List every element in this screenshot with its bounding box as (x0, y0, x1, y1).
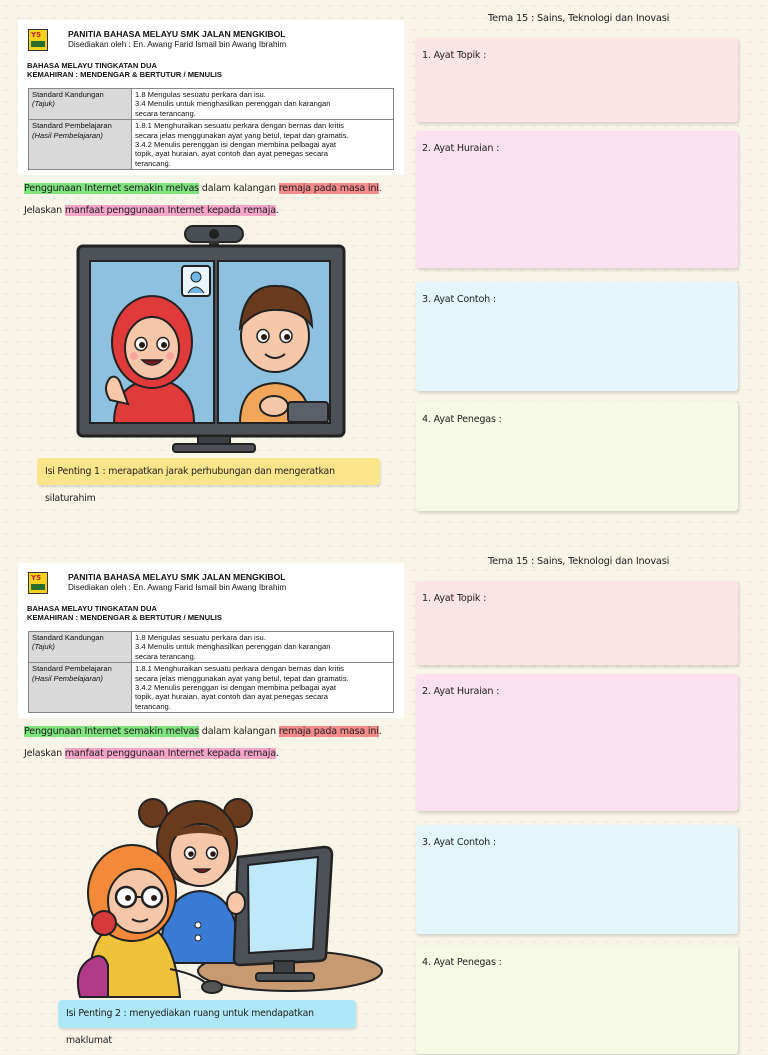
note-ayat-topik[interactable] (416, 581, 738, 665)
note-label: 4. Ayat Penegas : (422, 957, 502, 968)
standard-pembelajaran-value: 1.8.1 Menghuraikan sesuatu perkara dengan bernas dan kritis secara jelas menggunakan ayat yang betul, tepat dan gramatis. 3.4.2 Menulis perenggan isi dengan membina pelbagai ayat topik, ayat huraian, ayat contoh dan ayat penegas secara terancang. (132, 120, 394, 170)
question-task: Jelaskan manfaat penggunaan Internet kepada remaja. (24, 205, 279, 216)
worksheet-2 (0, 543, 768, 1055)
skill-title: KEMAHIRAN : MENDENGAR & BERTUTUR / MENULIS (27, 613, 222, 622)
standard-kandungan-label: Standard Kandungan (Tajuk) (29, 89, 132, 120)
theme-title: Tema 15 : Sains, Teknologi dan Inovasi (488, 13, 670, 24)
panitia-title: PANITIA BAHASA MELAYU SMK JALAN MENGKIBOL (68, 29, 286, 39)
prepared-by: Disediakan oleh : En. Awang Farid Ismail bin Awang Ibrahim (68, 40, 287, 49)
standard-pembelajaran-label: Standard Pembelajaran (Hasil Pembelajaran) (29, 663, 132, 713)
note-ayat-contoh[interactable] (416, 825, 738, 934)
theme-title: Tema 15 : Sains, Teknologi dan Inovasi (488, 556, 670, 567)
question-statement: Penggunaan Internet semakin melvas dalam kalangan remaja pada masa ini. (24, 183, 382, 194)
user-avatar-icon (182, 266, 210, 296)
note-ayat-topik[interactable] (416, 38, 738, 122)
isi-penting-sticky: Isi Penting 2 : menyediakan ruang untuk mendapatkan maklumat (58, 1000, 356, 1028)
table-row (29, 663, 394, 713)
prepared-by: Disediakan oleh : En. Awang Farid Ismail bin Awang Ibrahim (68, 583, 287, 592)
video-call-illustration (70, 224, 360, 456)
note-label: 3. Ayat Contoh : (422, 294, 496, 305)
note-label: 2. Ayat Huraian : (422, 686, 500, 697)
note-ayat-huraian[interactable] (416, 674, 738, 811)
question-task: Jelaskan manfaat penggunaan Internet kepada remaja. (24, 748, 279, 759)
isi-penting-sticky: Isi Penting 1 : merapatkan jarak perhubungan dan mengeratkan silaturahim (37, 458, 380, 485)
subject-title: BAHASA MELAYU TINGKATAN DUA (27, 61, 157, 70)
worksheet-header (18, 563, 404, 718)
note-ayat-contoh[interactable] (416, 282, 738, 391)
note-ayat-huraian[interactable] (416, 131, 738, 268)
standard-pembelajaran-value: 1.8.1 Menghuraikan sesuatu perkara dengan bernas dan kritis secara jelas menggunakan ayat yang betul, tepat dan gramatis. 3.4.2 Menulis perenggan isi dengan membina pelbagai ayat topik, ayat huraian, ayat contoh dan ayat penegas secara terancang. (132, 663, 394, 713)
note-label: 1. Ayat Topik : (422, 593, 487, 604)
table-row (29, 632, 394, 663)
standard-pembelajaran-label: Standard Pembelajaran (Hasil Pembelajaran) (29, 120, 132, 170)
school-logo-icon: Y5 (28, 29, 48, 51)
note-label: 2. Ayat Huraian : (422, 143, 500, 154)
school-logo-icon: Y5 (28, 572, 48, 594)
standard-kandungan-value: 1.8 Mengulas sesuatu perkara dan isu. 3.4 Menulis untuk menghasilkan perenggan dan karangan secara terancang. (132, 632, 394, 663)
worksheet-header (18, 20, 404, 175)
question-statement: Penggunaan Internet semakin melvas dalam kalangan remaja pada masa ini. (24, 726, 382, 737)
standard-table (28, 631, 394, 713)
worksheet-1 (0, 0, 768, 512)
panitia-title: PANITIA BAHASA MELAYU SMK JALAN MENGKIBOL (68, 572, 286, 582)
note-label: 4. Ayat Penegas : (422, 414, 502, 425)
standard-kandungan-label: Standard Kandungan (Tajuk) (29, 632, 132, 663)
note-ayat-penegas[interactable] (416, 402, 738, 511)
note-label: 3. Ayat Contoh : (422, 837, 496, 848)
table-row (29, 120, 394, 170)
note-label: 1. Ayat Topik : (422, 50, 487, 61)
table-row (29, 89, 394, 120)
note-ayat-penegas[interactable] (416, 945, 738, 1054)
standard-kandungan-value: 1.8 Mengulas sesuatu perkara dan isu. 3.4 Menulis untuk menghasilkan perenggan dan karangan secara terancang. (132, 89, 394, 120)
kids-computer-illustration (60, 773, 390, 998)
skill-title: KEMAHIRAN : MENDENGAR & BERTUTUR / MENULIS (27, 70, 222, 79)
subject-title: BAHASA MELAYU TINGKATAN DUA (27, 604, 157, 613)
standard-table (28, 88, 394, 170)
